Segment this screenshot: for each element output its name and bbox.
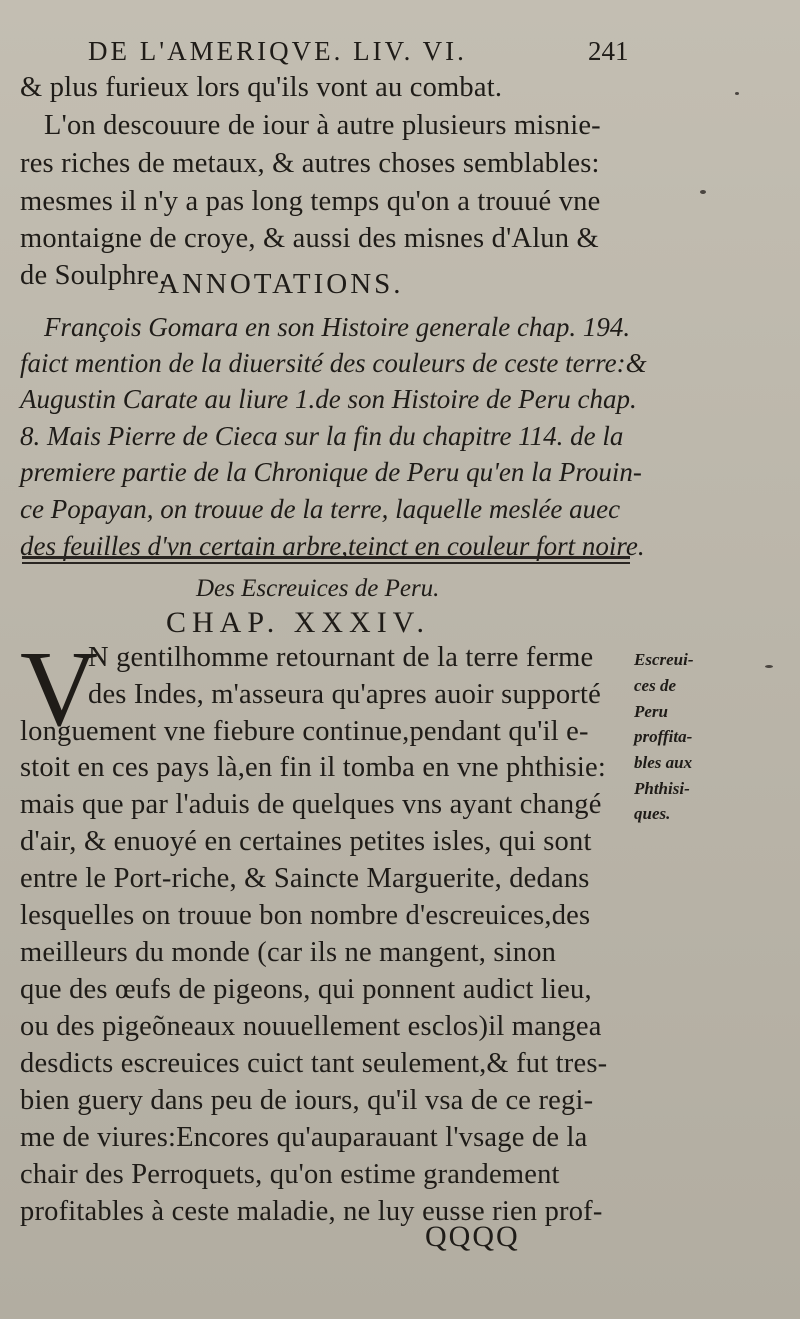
text-line: que des œufs de pigeons, qui ponnent audict lieu,	[20, 974, 592, 1005]
text-line: de Soulphre.	[20, 260, 167, 291]
text-line: res riches de metaux, & autres choses semblables:	[20, 148, 600, 179]
chapter-title: CHAP. XXXIV.	[166, 606, 430, 639]
text-line: ou des pigeõneaux nouuellement esclos)il mangea	[20, 1011, 602, 1042]
marginal-note-line: ques.	[634, 804, 671, 823]
text-line: chair des Perroquets, qu'on estime grandement	[20, 1159, 560, 1190]
annotation-line: des feuilles d'vn certain arbre,teinct en couleur fort noire.	[20, 531, 645, 561]
text-line: d'air, & enuoyé en certaines petites isles, qui sont	[20, 826, 592, 857]
text-line: L'on descouure de iour à autre plusieurs misnie-	[44, 110, 601, 141]
annotation-line: faict mention de la diuersité des couleurs de ceste terre:&	[20, 348, 647, 378]
text-line: bien guery dans peu de iours, qu'il vsa de ce regi-	[20, 1085, 594, 1116]
marginal-note-line: Phthisi-	[634, 779, 690, 798]
chapter-subtitle: Des Escreuices de Peru.	[196, 575, 440, 602]
text-line: mais que par l'aduis de quelques vns ayant changé	[20, 789, 602, 820]
text-line: stoit en ces pays là,en fin il tomba en vne phthisie:	[20, 752, 607, 783]
annotation-line: ce Popayan, on trouue de la terre, laquelle meslée auec	[20, 494, 621, 524]
section-divider-thin	[22, 562, 630, 564]
text-line: N gentilhomme retournant de la terre ferme	[88, 642, 594, 673]
text-line: longuement vne fiebure continue,pendant qu'il e-	[20, 716, 589, 747]
text-line: mesmes il n'y a pas long temps qu'on a trouué vne	[20, 186, 601, 217]
drop-cap: V	[20, 630, 98, 749]
paper-speck	[765, 665, 773, 668]
running-title: DE L'AMERIQVE. LIV. VI.	[88, 36, 467, 66]
marginal-note-line: ces de	[634, 676, 677, 695]
catchword: QQQQ	[425, 1220, 520, 1253]
text-line: me de viures:Encores qu'auparauant l'vsage de la	[20, 1122, 588, 1153]
text-line: des Indes, m'asseura qu'apres auoir supporté	[88, 679, 601, 710]
text-line: lesquelles on trouue bon nombre d'escreuices,des	[20, 900, 591, 931]
annotations-heading: ANNOTATIONS.	[158, 268, 404, 300]
marginal-note-line: bles aux	[634, 753, 693, 772]
text-line: entre le Port-riche, & Saincte Marguerite, dedans	[20, 863, 590, 894]
paper-speck	[735, 92, 739, 95]
section-divider	[22, 556, 630, 559]
annotation-line: François Gomara en son Histoire generale chap. 194.	[44, 312, 631, 342]
paper-speck	[700, 190, 706, 194]
page-number: 241	[588, 36, 629, 66]
marginal-note-line: proffita-	[634, 727, 693, 746]
annotation-line: Augustin Carate au liure 1.de son Histoire de Peru chap.	[20, 384, 637, 414]
annotation-line: premiere partie de la Chronique de Peru qu'en la Prouin-	[20, 457, 642, 487]
text-line: meilleurs du monde (car ils ne mangent, sinon	[20, 937, 557, 968]
text-line: desdicts escreuices cuict tant seulement,& fut tres-	[20, 1048, 608, 1079]
marginal-note-line: Escreui-	[634, 650, 694, 669]
text-line: & plus furieux lors qu'ils vont au combat.	[20, 72, 503, 103]
text-line: montaigne de croye, & aussi des misnes d'Alun &	[20, 223, 599, 254]
text-line: profitables à ceste maladie, ne luy eusse rien prof-	[20, 1196, 603, 1227]
annotation-line: 8. Mais Pierre de Cieca sur la fin du chapitre 114. de la	[20, 421, 624, 451]
marginal-note-line: Peru	[634, 702, 668, 721]
running-header	[88, 36, 629, 67]
